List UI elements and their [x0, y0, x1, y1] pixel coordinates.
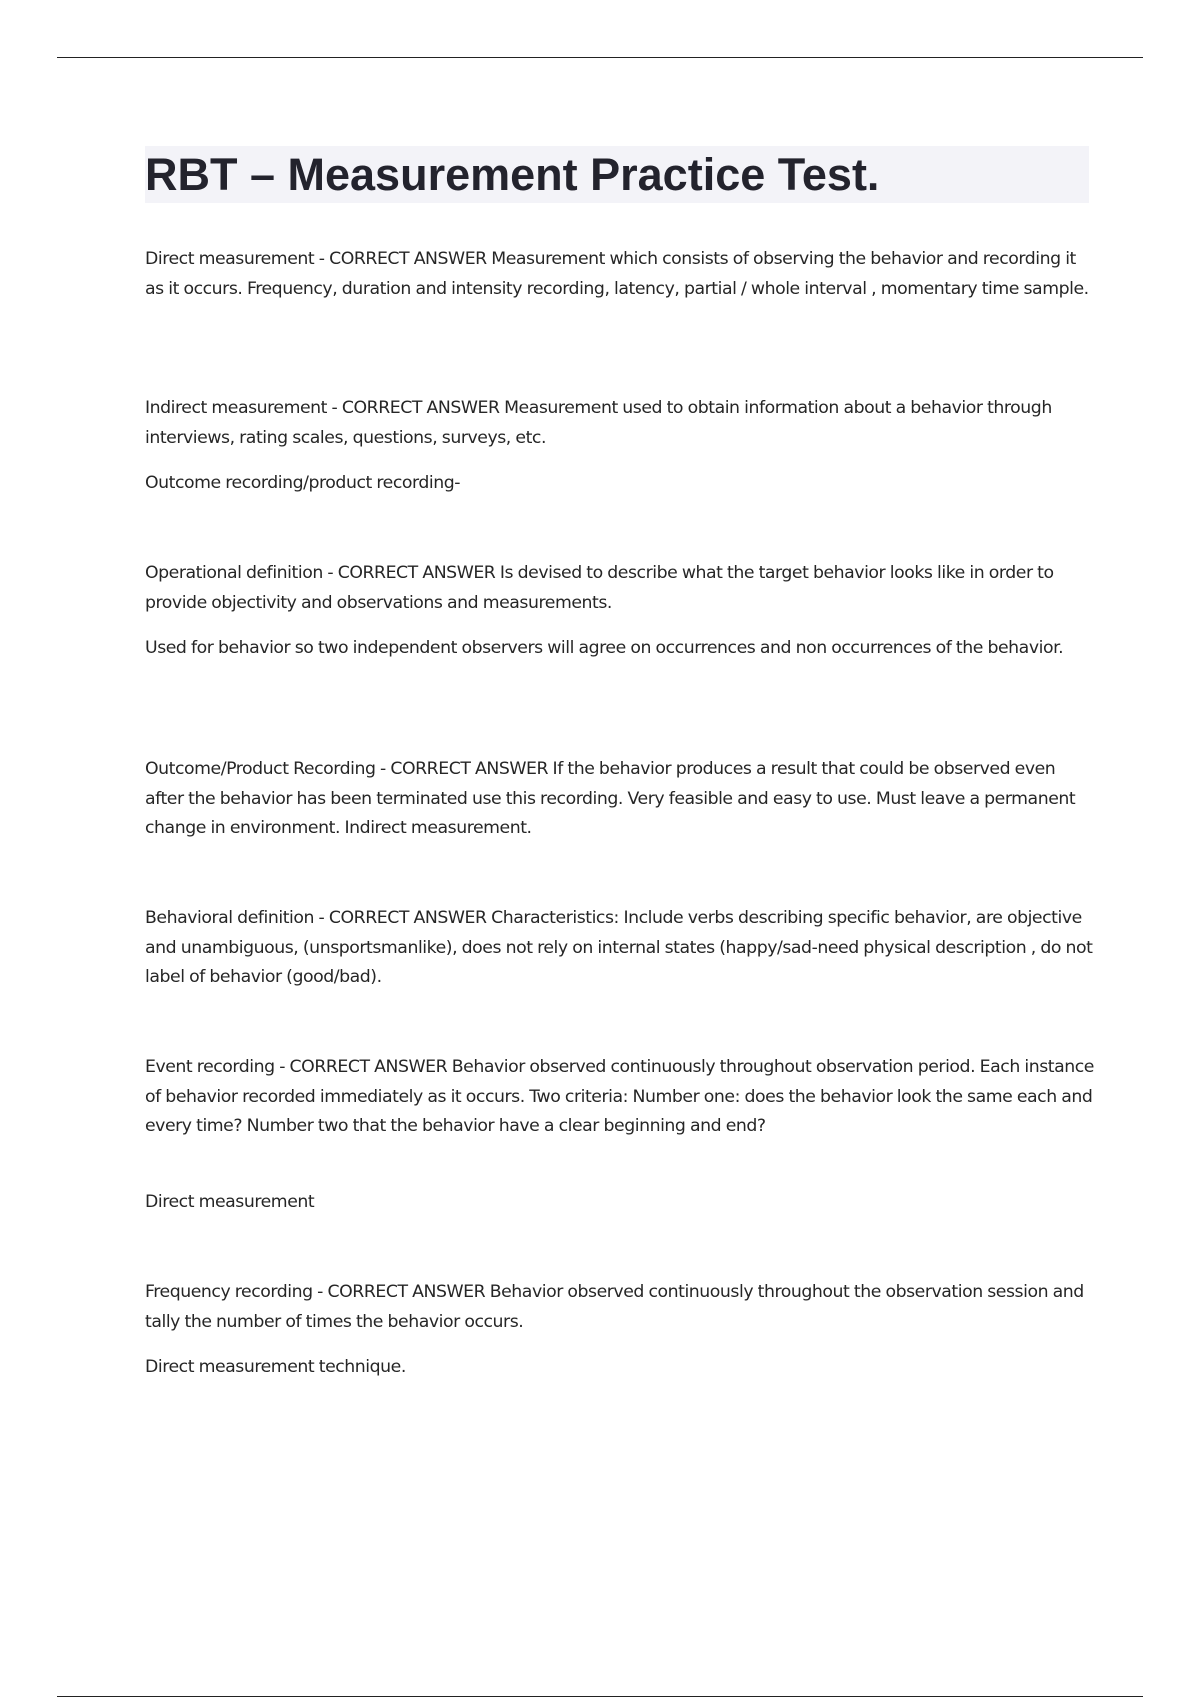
- paragraph-event-recording-note: Direct measurement: [145, 1192, 315, 1212]
- paragraph-outcome-recording-note: Outcome recording/product recording-: [145, 473, 461, 493]
- page-title: RBT – Measurement Practice Test.: [145, 149, 880, 200]
- paragraph-operational-definition: Operational definition - CORRECT ANSWER Is devised to describe what the target behavior looks like in order to provide objectivity and observations and measurements.: [145, 563, 1054, 613]
- footer-divider: [57, 1696, 1143, 1697]
- paragraph-outcome-product-recording: Outcome/Product Recording - CORRECT ANSWER If the behavior produces a result that could be observed even after the behavior has been terminated use this recording. Very feasible and easy to use. Must leave a permanent change in environment. Indirect measurement.: [145, 759, 1076, 838]
- paragraph-event-recording: Event recording - CORRECT ANSWER Behavior observed continuously throughout observation period. Each instance of behavior recorded immediately as it occurs. Two criteria: Number one: does the behavior look the same each and every time? Number two that the behavior have a clear beginning and end?: [145, 1057, 1094, 1136]
- paragraph-frequency-recording: Frequency recording - CORRECT ANSWER Behavior observed continuously throughout the observation session and tally the number of times the behavior occurs.: [145, 1282, 1084, 1332]
- paragraph-behavioral-definition: Behavioral definition - CORRECT ANSWER Characteristics: Include verbs describing specific behavior, are objective and unambiguous, (unsportsmanlike), does not rely on internal states (happy/sad-need physical description , do not label of behavior (good/bad).: [145, 908, 1093, 987]
- paragraph-indirect-measurement: Indirect measurement - CORRECT ANSWER Measurement used to obtain information about a behavior through interviews, rating scales, questions, surveys, etc.: [145, 398, 1052, 448]
- paragraph-direct-measurement: Direct measurement - CORRECT ANSWER Measurement which consists of observing the behavior and recording it as it occurs. Frequency, duration and intensity recording, latency, partial / whole interval , momentary time sample.: [145, 249, 1089, 299]
- paragraph-operational-definition-note: Used for behavior so two independent observers will agree on occurrences and non occurrences of the behavior.: [145, 638, 1064, 658]
- paragraph-frequency-recording-note: Direct measurement technique.: [145, 1357, 406, 1377]
- header-divider: [57, 57, 1143, 58]
